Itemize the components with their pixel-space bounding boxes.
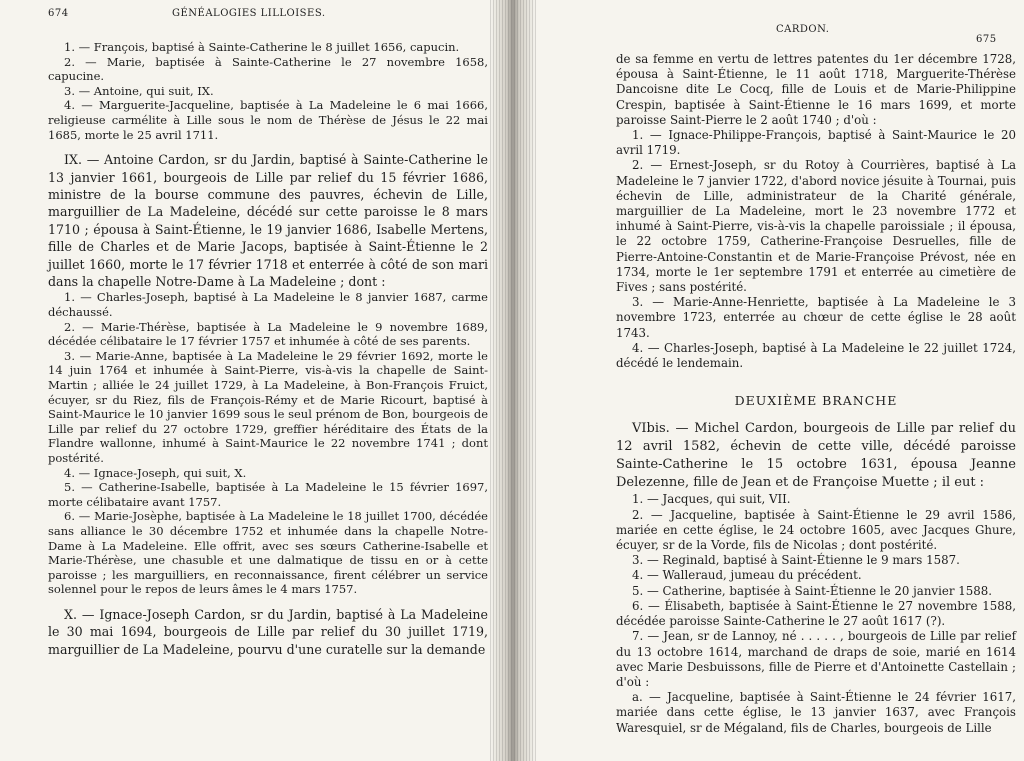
right-page — [526, 0, 1024, 761]
entry-paragraph: 2. — Marie, baptisée à Sainte-Catherine le 27 novembre 1658, capucine. — [48, 54, 488, 84]
entry-paragraph: 4. — Marguerite-Jacqueline, baptisée à La Madeleine le 6 mai 1666, religieuse carmélite à Lille sous le nom de Thérèse de Jésus le 22 mai 1685, morte le 25 avril 1711. — [48, 98, 488, 142]
entry-paragraph: 7. — Jean, sr de Lannoy, né . . . . . , bourgeois de Lille par relief du 13 octobre 1614, marchand de draps de soie, marié en 1614 avec Marie Desbuissons, fille de Pierre et d'Antoinette Castellain ; d'où : — [616, 629, 1016, 689]
generation-paragraph: IX. — Antoine Cardon, sr du Jardin, baptisé à Sainte-Catherine le 13 janvier 1661, bourgeois de Lille par relief du 15 février 1686, ministre de la bourse commune des pauvres, échevin de Lille, marguillier de La Madeleine, décédé sur cette paroisse le 8 mars 1710 ; épousa à Saint-Étienne, le 19 janvier 1686, Isabelle Mertens, fille de Charles et de Marie Jacops, baptisée à Saint-Étienne le 2 juillet 1660, morte le 17 février 1718 et enterrée à côté de son mari dans la chapelle Notre-Dame à La Madeleine ; dont : — [48, 152, 488, 289]
entry-paragraph: a. — Jacqueline, baptisée à Saint-Étienne le 24 février 1617, mariée dans cette église, le 13 janvier 1637, avec François Waresquiel, sr de Mégaland, fils de Charles, bourgeois de Lille — [616, 690, 1016, 735]
entry-paragraph: 3. — Reginald, baptisé à Saint-Étienne le 9 mars 1587. — [632, 553, 960, 568]
section-title: DEUXIÈME BRANCHE — [734, 393, 898, 409]
entry-paragraph: 5. — Catherine-Isabelle, baptisée à La Madeleine le 15 février 1697, morte célibataire avant 1757. — [48, 480, 488, 509]
running-head: GÉNÉALOGIES LILLOISES. — [172, 8, 326, 19]
entry-paragraph: 2. — Ernest-Joseph, sr du Rotoy à Courrières, baptisé à La Madeleine le 7 janvier 1722, d'abord novice jésuite à Tournai, puis échevin de Lille, administrateur de la Charité générale, marguillier de La Madeleine, mort le 23 novembre 1772 et inhumé à Saint-Pierre, vis-à-vis la chapelle paroissiale ; il épousa, le 22 octobre 1759, Catherine-Françoise Desruelles, fille de Pierre-Antoine-Constantin et de Marie-Françoise Prévost, née en 1734, morte le 1er septembre 1791 et enterrée au cimetière de Fives ; sans postérité. — [616, 158, 1016, 295]
entry-paragraph: 3. — Marie-Anne, baptisée à La Madeleine le 29 février 1692, morte le 14 juin 1764 et inhumée à Saint-Pierre, vis-à-vis la chapelle de Saint-Martin ; alliée le 24 juillet 1729, à La Madeleine, à Bon-François Fruict, écuyer, sr du Riez, fils de François-Rémy et de Marie Ricourt, baptisé à Saint-Maurice le 10 janvier 1699 sous le seul prénom de Bon, bourgeois de Lille par relief du 27 octobre 1729, greffier héréditaire des États de la Flandre wallonne, inhumé à Saint-Maurice le 22 novembre 1741 ; dont postérité. — [48, 348, 488, 465]
entry-paragraph: 4. — Ignace-Joseph, qui suit, X. — [64, 465, 247, 480]
entry-paragraph: 1. — Jacques, qui suit, VII. — [632, 492, 791, 507]
entry-paragraph: 1. — Charles-Joseph, baptisé à La Madeleine le 8 janvier 1687, carme déchaussé. — [48, 290, 488, 319]
entry-paragraph: 2. — Jacqueline, baptisée à Saint-Étienne le 29 avril 1586, mariée en cette église, le 24 octobre 1605, avec Jacques Ghure, écuyer, sr de la Vorde, fils de Nicolas ; dont postérité. — [616, 507, 1016, 553]
continued-paragraph: de sa femme en vertu de lettres patentes du 1er décembre 1728, épousa à Saint-Étienne, le 11 août 1718, Marguerite-Thérèse Dancoisne dite Le Cocq, fille de Louis et de Marie-Philippine Crespin, baptisée à Saint-Étienne le 16 mars 1699, et morte paroisse Saint-Pierre le 2 août 1740 ; d'où : — [616, 52, 1016, 127]
generation-paragraph: VIbis. — Michel Cardon, bourgeois de Lille par relief du 12 avril 1582, échevin de cette ville, décédé paroisse Sainte-Catherine le 15 octobre 1631, épousa Jeanne Delezenne, fille de Jean et de Françoise Muette ; il eut : — [616, 421, 1016, 491]
left-page — [0, 0, 498, 761]
running-head: CARDON. — [776, 24, 830, 35]
entry-paragraph: 4. — Walleraud, jumeau du précédent. — [632, 568, 862, 583]
entry-paragraph: 6. — Marie-Josèphe, baptisée à La Madeleine le 18 juillet 1700, décédée sans alliance le 30 décembre 1752 et inhumée dans la chapelle Notre-Dame à La Madeleine. Elle offrit, avec ses sœurs Catherine-Isabelle et Marie-Thérèse, une chasuble et une dalmatique de tissu en or à cette paroisse ; les marguilliers, en reconnaissance, firent célébrer un service solennel pour le repos de leurs âmes le 4 mars 1757. — [48, 509, 488, 597]
page-text — [48, 40, 488, 658]
entry-paragraph: 3. — Marie-Anne-Henriette, baptisée à La Madeleine le 3 novembre 1723, enterrée au chœur de cette église le 28 août 1743. — [616, 295, 1016, 340]
entry-paragraph: 2. — Marie-Thérèse, baptisée à La Madeleine le 9 novembre 1689, décédée célibataire le 17 février 1757 et inhumée à côté de ses parents. — [48, 319, 488, 349]
page-text — [616, 52, 1016, 736]
entry-paragraph: 6. — Élisabeth, baptisée à Saint-Étienne le 27 novembre 1588, décédée paroisse Sainte-Catherine le 27 août 1617 (?). — [616, 598, 1016, 629]
entry-paragraph: 1. — Ignace-Philippe-François, baptisé à Saint-Maurice le 20 avril 1719. — [616, 128, 1016, 158]
page-number: 675 — [976, 34, 997, 45]
generation-paragraph: X. — Ignace-Joseph Cardon, sr du Jardin, baptisé à La Madeleine le 30 mai 1694, bourgeois de Lille par relief du 30 juillet 1719, marguillier de La Madeleine, pourvu d'une curatelle sur la demande — [48, 606, 488, 657]
entry-paragraph: 3. — Antoine, qui suit, IX. — [64, 83, 214, 98]
entry-paragraph: 4. — Charles-Joseph, baptisé à La Madeleine le 22 juillet 1724, décédé le lendemain. — [616, 340, 1016, 371]
entry-paragraph: 5. — Catherine, baptisée à Saint-Étienne le 20 janvier 1588. — [632, 583, 993, 598]
entry-paragraph: 1. — François, baptisé à Sainte-Catherine le 8 juillet 1656, capucin. — [64, 40, 460, 54]
page-number: 674 — [48, 8, 69, 19]
